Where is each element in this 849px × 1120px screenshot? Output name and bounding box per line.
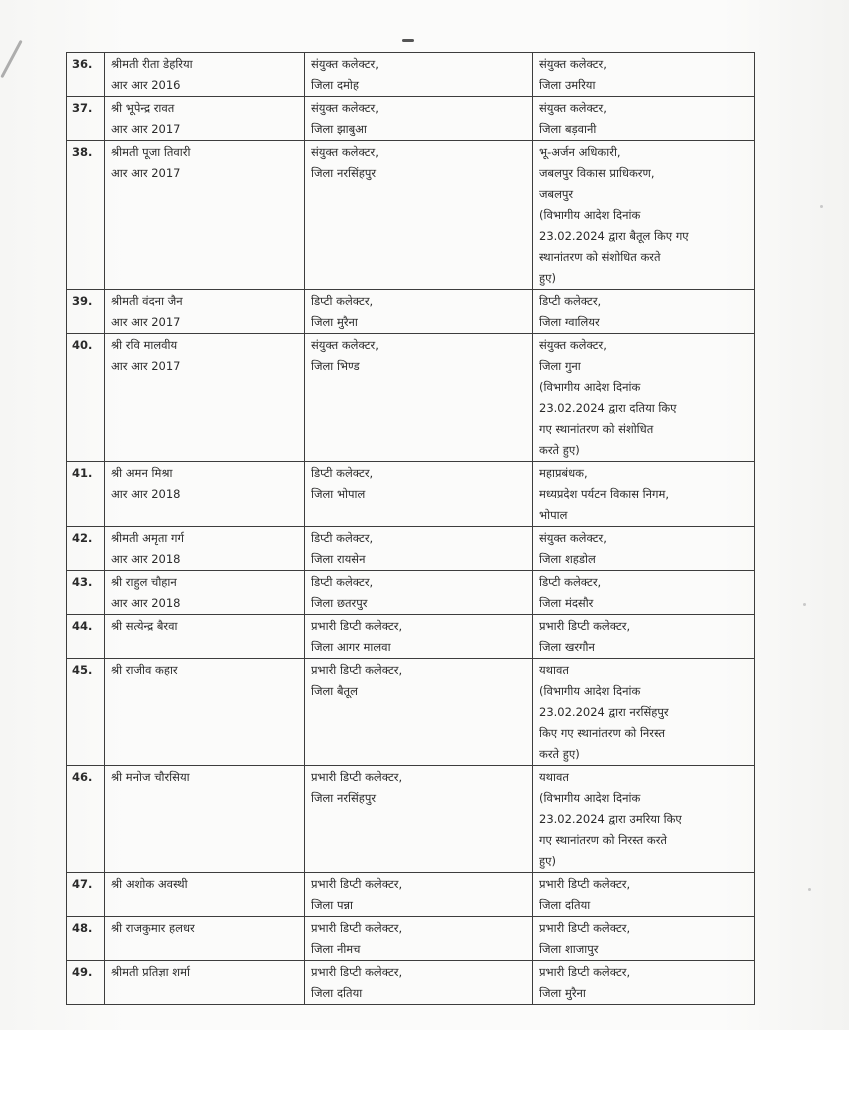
new-posting-line: संयुक्त कलेक्टर, [539,57,607,71]
serial-number: 40. [67,334,105,462]
officer-name-cell [105,659,305,766]
new-posting-line: डिप्टी कलेक्टर, [539,294,602,308]
new-posting-line: जिला गुना [539,359,581,373]
new-posting-cell [533,659,755,766]
current-posting-line: डिप्टी कलेक्टर, [311,531,374,545]
new-posting-line: महाप्रबंधक, [539,466,588,480]
new-posting-line: (विभागीय आदेश दिनांक [539,791,641,805]
table-row [67,917,755,961]
new-posting-line: प्रभारी डिप्टी कलेक्टर, [539,619,631,633]
new-posting-line: गए स्थानांतरण को निरस्त करते [539,833,667,847]
officer-info-line: श्री सत्येन्द्र बैरवा [111,619,178,633]
officer-name-cell [105,334,305,462]
table-row [67,527,755,571]
current-posting-cell [305,873,533,917]
new-posting-line: जिला उमरिया [539,78,596,92]
current-posting-line: डिप्टी कलेक्टर, [311,294,374,308]
transfer-order-table [66,52,755,1005]
current-posting-line: डिप्टी कलेक्टर, [311,575,374,589]
officer-info-line: श्री राजीव कहार [111,663,178,677]
officer-name-cell [105,873,305,917]
current-posting-line: प्रभारी डिप्टी कलेक्टर, [311,921,403,935]
new-posting-cell [533,873,755,917]
serial-number: 43. [67,571,105,615]
officer-info-line: श्री अमन मिश्रा [111,466,173,480]
serial-number: 46. [67,766,105,873]
officer-info-line: श्रीमती वंदना जैन [111,294,183,308]
new-posting-line: संयुक्त कलेक्टर, [539,531,607,545]
officer-info-line: आर आर 2017 [111,166,181,180]
officer-info-line: श्रीमती प्रतिज्ञा शर्मा [111,965,190,979]
current-posting-line: जिला आगर मालवा [311,640,391,654]
current-posting-line: प्रभारी डिप्टी कलेक्टर, [311,770,403,784]
new-posting-line: जबलपुर विकास प्राधिकरण, [539,166,655,180]
new-posting-line: जबलपुर [539,187,574,201]
new-posting-line: जिला मंदसौर [539,596,594,610]
current-posting-line: जिला नीमच [311,942,361,956]
new-posting-line: करते हुए) [539,443,580,457]
scan-top-mark [402,39,414,42]
new-posting-line: जिला बड़वानी [539,122,597,136]
table-row [67,334,755,462]
officer-name-cell [105,571,305,615]
officer-info-line: आर आर 2017 [111,122,181,136]
new-posting-cell [533,53,755,97]
table-row [67,961,755,1005]
current-posting-cell [305,53,533,97]
new-posting-line: हुए) [539,854,556,868]
current-posting-line: जिला बैतूल [311,684,358,698]
officer-info-line: आर आर 2016 [111,78,181,92]
serial-number: 37. [67,97,105,141]
officer-name-cell [105,615,305,659]
new-posting-line: 23.02.2024 द्वारा बैतूल किए गए [539,229,689,243]
serial-number: 39. [67,290,105,334]
current-posting-cell [305,659,533,766]
officer-info-line: श्री अशोक अवस्थी [111,877,188,891]
current-posting-line: प्रभारी डिप्टी कलेक्टर, [311,965,403,979]
new-posting-line: जिला शाजापुर [539,942,599,956]
current-posting-line: जिला मुरैना [311,315,358,329]
new-posting-cell [533,615,755,659]
current-posting-line: जिला छतरपुर [311,596,368,610]
new-posting-cell [533,462,755,527]
current-posting-line: संयुक्त कलेक्टर, [311,101,379,115]
scan-speck [820,205,823,208]
table-row [67,53,755,97]
table-row [67,462,755,527]
new-posting-line: यथावत [539,663,569,677]
serial-number: 41. [67,462,105,527]
new-posting-line: 23.02.2024 द्वारा नरसिंहपुर [539,705,669,719]
current-posting-line: प्रभारी डिप्टी कलेक्टर, [311,663,403,677]
current-posting-line: संयुक्त कलेक्टर, [311,338,379,352]
officer-info-line: श्री भूपेन्द्र रावत [111,101,175,115]
officer-info-line: श्रीमती पूजा तिवारी [111,145,191,159]
current-posting-line: डिप्टी कलेक्टर, [311,466,374,480]
table-row [67,97,755,141]
officer-name-cell [105,290,305,334]
current-posting-cell [305,334,533,462]
table-row [67,141,755,290]
table-row [67,659,755,766]
table-row [67,766,755,873]
current-posting-line: संयुक्त कलेक्टर, [311,145,379,159]
new-posting-line: (विभागीय आदेश दिनांक [539,208,641,222]
new-posting-line: (विभागीय आदेश दिनांक [539,380,641,394]
current-posting-line: जिला पन्ना [311,898,354,912]
new-posting-line: जिला शहडोल [539,552,596,566]
current-posting-line: प्रभारी डिप्टी कलेक्टर, [311,619,403,633]
new-posting-line: जिला मुरैना [539,986,586,1000]
officer-name-cell [105,766,305,873]
current-posting-cell [305,961,533,1005]
current-posting-line: जिला दमोह [311,78,360,92]
serial-number: 45. [67,659,105,766]
new-posting-cell [533,290,755,334]
officer-name-cell [105,961,305,1005]
current-posting-cell [305,615,533,659]
new-posting-line: प्रभारी डिप्टी कलेक्टर, [539,965,631,979]
officer-info-line: आर आर 2018 [111,596,181,610]
current-posting-line: जिला झाबुआ [311,122,367,136]
new-posting-line: (विभागीय आदेश दिनांक [539,684,641,698]
table-row [67,615,755,659]
new-posting-line: 23.02.2024 द्वारा दतिया किए [539,401,677,415]
officer-info-line: श्री रवि मालवीय [111,338,178,352]
current-posting-cell [305,290,533,334]
officer-info-line: आर आर 2018 [111,487,181,501]
new-posting-cell [533,334,755,462]
current-posting-line: जिला दतिया [311,986,363,1000]
serial-number: 49. [67,961,105,1005]
new-posting-line: भू-अर्जन अधिकारी, [539,145,621,159]
serial-number: 42. [67,527,105,571]
scan-speck [808,888,811,891]
table-row [67,873,755,917]
serial-number: 44. [67,615,105,659]
new-posting-line: संयुक्त कलेक्टर, [539,101,607,115]
officer-name-cell [105,53,305,97]
officer-name-cell [105,917,305,961]
new-posting-cell [533,141,755,290]
new-posting-line: प्रभारी डिप्टी कलेक्टर, [539,921,631,935]
officer-info-line: आर आर 2017 [111,359,181,373]
current-posting-line: जिला भोपाल [311,487,366,501]
table-row [67,290,755,334]
officer-info-line: आर आर 2018 [111,552,181,566]
new-posting-line: यथावत [539,770,569,784]
current-posting-cell [305,462,533,527]
new-posting-line: स्थानांतरण को संशोधित करते [539,250,661,264]
new-posting-cell [533,571,755,615]
new-posting-line: हुए) [539,271,556,285]
new-posting-line: जिला खरगौन [539,640,595,654]
officer-name-cell [105,97,305,141]
current-posting-cell [305,97,533,141]
new-posting-cell [533,527,755,571]
officer-info-line: आर आर 2017 [111,315,181,329]
current-posting-cell [305,527,533,571]
officer-name-cell [105,527,305,571]
new-posting-line: डिप्टी कलेक्टर, [539,575,602,589]
officer-info-line: श्रीमती अमृता गर्ग [111,531,184,545]
scan-pen-mark [0,40,22,78]
current-posting-line: जिला रायसेन [311,552,366,566]
new-posting-line: मध्यप्रदेश पर्यटन विकास निगम, [539,487,670,501]
officer-info-line: श्रीमती रीता डेहरिया [111,57,193,71]
new-posting-line: भोपाल [539,508,568,522]
officer-info-line: श्री मनोज चौरसिया [111,770,190,784]
current-posting-line: प्रभारी डिप्टी कलेक्टर, [311,877,403,891]
current-posting-line: जिला नरसिंहपुर [311,166,377,180]
current-posting-cell [305,766,533,873]
new-posting-cell [533,766,755,873]
new-posting-line: जिला दतिया [539,898,591,912]
serial-number: 38. [67,141,105,290]
table-body [67,53,755,1005]
new-posting-line: गए स्थानांतरण को संशोधित [539,422,654,436]
current-posting-cell [305,571,533,615]
new-posting-cell [533,917,755,961]
serial-number: 48. [67,917,105,961]
officer-name-cell [105,141,305,290]
current-posting-line: जिला नरसिंहपुर [311,791,377,805]
new-posting-line: किए गए स्थानांतरण को निरस्त [539,726,666,740]
new-posting-line: 23.02.2024 द्वारा उमरिया किए [539,812,682,826]
officer-name-cell [105,462,305,527]
new-posting-cell [533,961,755,1005]
table-row [67,571,755,615]
current-posting-line: संयुक्त कलेक्टर, [311,57,379,71]
current-posting-cell [305,141,533,290]
officer-info-line: श्री राहुल चौहान [111,575,177,589]
serial-number: 47. [67,873,105,917]
current-posting-line: जिला भिण्ड [311,359,360,373]
new-posting-line: संयुक्त कलेक्टर, [539,338,607,352]
new-posting-line: जिला ग्वालियर [539,315,600,329]
new-posting-line: करते हुए) [539,747,580,761]
scan-speck [803,603,806,606]
officer-info-line: श्री राजकुमार हलधर [111,921,195,935]
new-posting-cell [533,97,755,141]
new-posting-line: प्रभारी डिप्टी कलेक्टर, [539,877,631,891]
serial-number: 36. [67,53,105,97]
current-posting-cell [305,917,533,961]
page-bottom-margin [0,1030,849,1120]
